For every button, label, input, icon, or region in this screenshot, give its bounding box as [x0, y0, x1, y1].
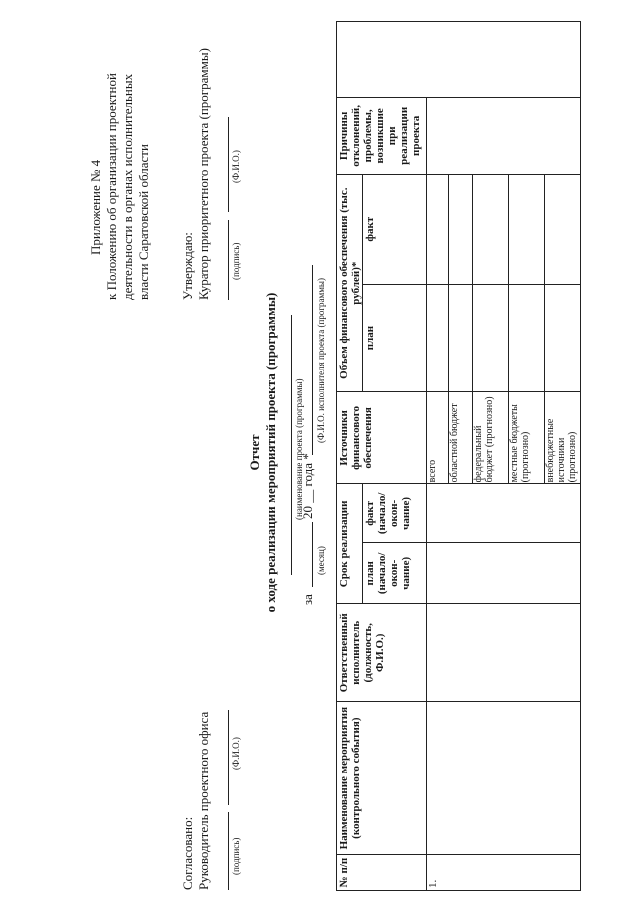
agree-role: Руководитель проектного офиса — [196, 711, 211, 890]
appendix-line-4: власти Саратовской области — [136, 144, 151, 300]
appendix-line-2: к Положению об организации проектной — [104, 73, 119, 300]
header-reasons: Причины отклонений, проблемы, возникшие при реализации проекта — [337, 97, 427, 174]
row-num: 1. — [427, 855, 581, 891]
appendix-line-1: Приложение № 4 — [88, 159, 103, 255]
header-term: Срок реализации — [337, 484, 363, 604]
source-total: всего — [427, 392, 449, 484]
approve-label: Утверждаю: — [180, 232, 195, 300]
source-federal: федеральный бюджет (прогнозно) — [473, 392, 509, 484]
header-vol-fact: факт — [363, 174, 427, 284]
executor-caption: (Ф.И.О. исполнителя проекта (программы) — [316, 278, 326, 443]
blank-right-cell — [337, 22, 581, 98]
executor-line — [312, 265, 313, 455]
report-title: Отчет — [247, 434, 262, 471]
row-resp-cell[interactable] — [427, 604, 581, 702]
table-row — [427, 22, 449, 891]
source-extrabudget: внебюджетные источники (прогнозно) — [545, 392, 581, 484]
approve-fio-caption: (Ф.И.О.) — [231, 150, 241, 183]
vol-fact-cell[interactable] — [545, 174, 581, 284]
approve-sign-line — [228, 220, 229, 300]
vol-plan-cell[interactable] — [545, 284, 581, 392]
report-table — [336, 21, 581, 891]
source-regional: областной бюджет — [449, 392, 473, 484]
source-local: местные бюджеты (прогнозно) — [509, 392, 545, 484]
approve-role: Куратор приоритетного проекта (программы) — [196, 48, 211, 300]
project-caption: (наименование проекта (программы) — [294, 378, 304, 520]
row-term-fact-cell[interactable] — [427, 484, 581, 543]
vol-plan-cell[interactable] — [509, 284, 545, 392]
agree-fio-caption: (Ф.И.О.) — [231, 737, 241, 770]
report-subtitle: о ходе реализации мероприятий проекта (программы) — [263, 292, 278, 613]
vol-plan-cell[interactable] — [449, 284, 473, 392]
approve-fio-line — [228, 117, 229, 212]
vol-plan-cell[interactable] — [473, 284, 509, 392]
month-caption: (месяц) — [316, 546, 326, 575]
month-line — [312, 522, 313, 587]
vol-fact-cell[interactable] — [473, 174, 509, 284]
approve-sign-caption: (подпись) — [231, 242, 241, 280]
appendix-line-3: деятельности в органах исполнительных — [120, 73, 135, 300]
header-name: Наименование мероприятия (контрольного события) — [337, 702, 427, 855]
header-sources: Источники финансового обеспечения — [337, 392, 427, 484]
header-num: № п/п — [337, 855, 427, 891]
header-term-fact: факт (начало/ окон- чание) — [363, 484, 427, 543]
period-prefix: за — [300, 594, 315, 605]
header-volume: Объем финансового обеспечения (тыс. рублей)* — [337, 174, 363, 392]
header-resp: Ответственный исполнитель (должность, Ф.И.О.) — [337, 604, 427, 702]
vol-plan-cell[interactable] — [427, 284, 449, 392]
header-vol-plan: план — [363, 284, 427, 392]
project-name-line — [291, 315, 292, 575]
row-reasons-cell[interactable] — [427, 97, 581, 174]
vol-fact-cell[interactable] — [509, 174, 545, 284]
row-name-cell[interactable] — [427, 702, 581, 855]
vol-fact-cell[interactable] — [449, 174, 473, 284]
year-text: 20 __ года * — [300, 453, 315, 519]
vol-fact-cell[interactable] — [427, 174, 449, 284]
agree-fio-line — [228, 710, 229, 805]
agree-sign-caption: (подпись) — [231, 837, 241, 875]
agree-sign-line — [228, 812, 229, 890]
row-term-plan-cell[interactable] — [427, 543, 581, 604]
header-term-plan: план (начало/ окон- чание) — [363, 543, 427, 604]
agree-label: Согласовано: — [180, 816, 195, 890]
